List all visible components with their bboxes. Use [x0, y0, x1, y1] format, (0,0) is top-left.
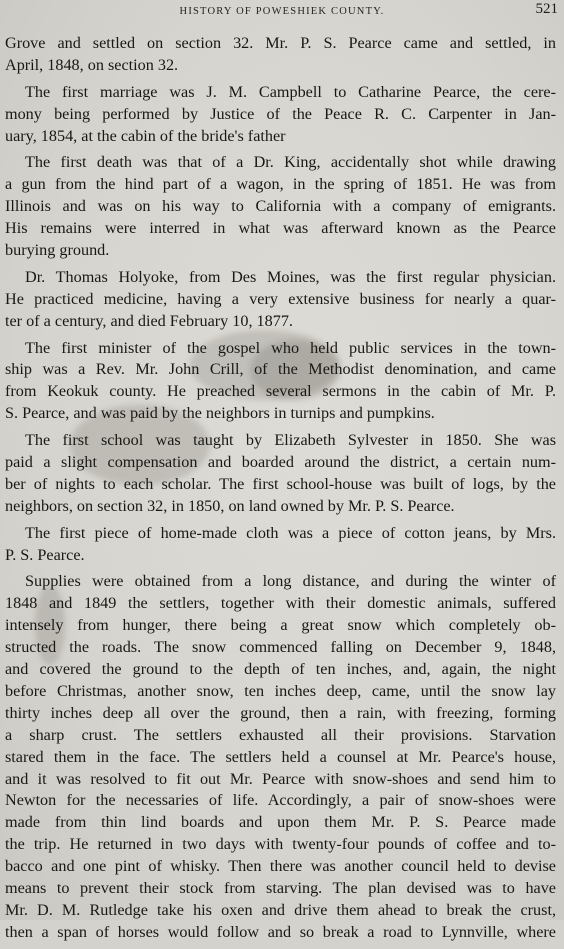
paragraph — [5, 430, 556, 518]
text-line: His remains were interred in what was afterward known as the Pearce — [5, 219, 556, 238]
text-line: means to prevent their stock from starving. The plan devised was to have — [5, 878, 556, 897]
text-line: The first minister of the gospel who held public services in the town- — [25, 338, 556, 357]
text-line: the trip. He returned in two days with twenty-four pounds of coffee and to- — [5, 835, 556, 854]
text-line: The first marriage was J. M. Campbell to Catharine Pearce, the cere- — [25, 82, 556, 101]
text-line: The first piece of home-made cloth was a piece of cotton jeans, by Mrs. — [25, 523, 556, 542]
text-line: ship was a Rev. Mr. John Crill, of the Methodist denomination, and came — [5, 360, 556, 379]
text-line: ter of a century, and died February 10, 1877. — [5, 311, 293, 330]
text-line: 1848 and 1849 the settlers, together with their domestic animals, suffered — [5, 594, 556, 613]
paragraph — [5, 523, 556, 567]
text-line: uary, 1854, at the cabin of the bride's father — [5, 126, 286, 145]
text-line: April, 1848, on section 32. — [5, 55, 179, 74]
paragraph — [5, 267, 556, 333]
text-line: a gun from the hind part of a wagon, in the spring of 1851. He was from — [5, 175, 556, 194]
text-line: Grove and settled on section 32. Mr. P. S. Pearce came and settled, in — [5, 34, 556, 52]
text-line: burying ground. — [5, 241, 110, 260]
text-line: P. S. Pearce. — [5, 545, 85, 564]
paragraph — [5, 571, 556, 943]
text-line: mony being performed by Justice of the Peace R. C. Carpenter in Jan- — [5, 104, 556, 123]
text-line: He practiced medicine, having a very extensive business for nearly a quar- — [5, 289, 556, 308]
text-line: Illinois and was on his way to California with a company of emigrants. — [5, 197, 556, 216]
text-line: ber of nights to each scholar. The first school-house was built of logs, by the — [5, 474, 556, 493]
text-line: The first death was that of a Dr. King, accidentally shot while drawing — [25, 153, 556, 172]
text-line: Newton for the necessaries of life. Accordingly, a pair of snow-shoes were — [5, 791, 556, 810]
paragraph — [5, 338, 556, 426]
text-line: a sharp crust. The settlers exhausted all their provisions. Starvation — [5, 725, 556, 744]
paragraph — [5, 152, 556, 261]
text-line: and it was resolved to fit out Mr. Pearce with snow-shoes and send him to — [5, 769, 556, 788]
text-line: then a span of horses would follow and so break a road to Lynnville, where — [5, 922, 556, 941]
text-line: and covered the ground to the depth of ten inches, and, again, the night — [5, 660, 556, 679]
text-line: Dr. Thomas Holyoke, from Des Moines, was the first regular physician. — [25, 267, 556, 286]
running-head: HISTORY OF POWESHIEK COUNTY. — [179, 6, 385, 17]
text-line: structed the roads. The snow commenced falling on December 9, 1848, — [5, 638, 556, 657]
paragraph — [5, 33, 556, 77]
text-line: intensely from hunger, there being a great snow which completely ob- — [5, 616, 556, 635]
text-line: before Christmas, another snow, ten inches deep, came, until the snow lay — [5, 681, 556, 700]
body-text — [5, 33, 556, 949]
paragraph — [5, 82, 556, 148]
text-line: Supplies were obtained from a long distance, and during the winter of — [25, 572, 556, 591]
text-line: neighbors, on section 32, in 1850, on land owned by Mr. P. S. Pearce. — [5, 496, 455, 515]
text-line: paid a slight compensation and boarded around the district, a certain num- — [5, 453, 556, 472]
text-line: bacco and one pint of whisky. Then there was another council held to devise — [5, 857, 556, 876]
text-line: thirty inches deep all over the ground, then a rain, with freezing, forming — [5, 703, 556, 722]
text-line: S. Pearce, and was paid by the neighbors in turnips and pumpkins. — [5, 404, 435, 423]
text-line: made from thin lind boards and upon them Mr. P. S. Pearce made — [5, 813, 556, 832]
text-line: Mr. D. M. Rutledge take his oxen and drive them ahead to break the crust, — [5, 900, 556, 919]
text-line: from Keokuk county. He preached several sermons in the cabin of Mr. P. — [5, 382, 556, 401]
page-number: 521 — [535, 1, 558, 17]
page-header — [0, 0, 564, 22]
text-line: stared them in the face. The settlers held a counsel at Mr. Pearce's house, — [5, 747, 556, 766]
text-line: The first school was taught by Elizabeth Sylvester in 1850. She was — [25, 431, 556, 450]
